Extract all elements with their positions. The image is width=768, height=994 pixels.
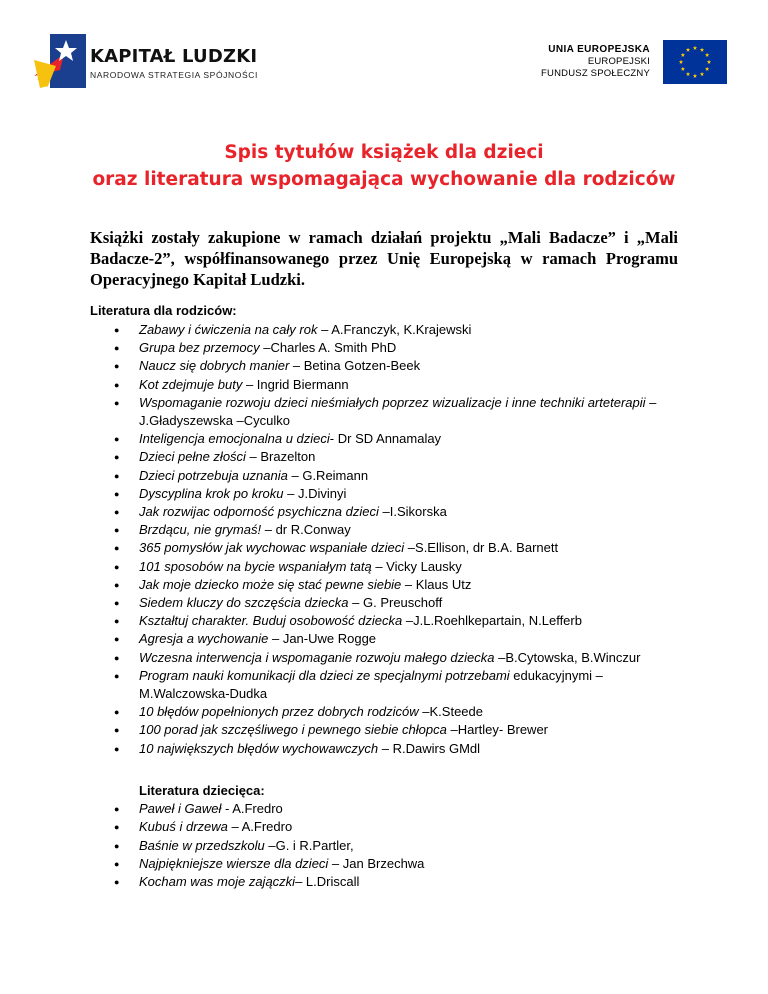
kapital-ludzki-wordmark — [90, 46, 258, 80]
book-author: –B.Cytowska, B.Winczur — [494, 649, 641, 665]
book-list-item — [114, 721, 674, 739]
page-title — [0, 139, 768, 193]
page-header — [0, 0, 768, 110]
book-list-item — [114, 576, 674, 594]
book-title: Kształtuj charakter. Buduj osobowość dziecka — [139, 613, 403, 629]
book-list-item — [114, 376, 674, 394]
eu-line2: EUROPEJSKI — [587, 56, 650, 67]
kl-title: KAPITAŁ LUDZKI — [90, 46, 258, 67]
book-title: 365 pomysłów jak wychowac wspaniałe dzieci — [139, 540, 405, 556]
book-title: 100 porad jak szczęśliwego i pewnego siebie chłopca — [139, 722, 447, 738]
book-list-item — [114, 321, 674, 339]
book-author: – G. Preuschoff — [348, 595, 443, 611]
book-author: - Dr SD Annamalay — [329, 431, 442, 447]
intro-paragraph: Książki zostały zakupione w ramach działań projektu „Mali Badacze” i „Mali Badacze-2”, współfinansowanego przez Unię Europejską w ramach Programu Operacyjnego Kapitał Ludzki. — [90, 228, 678, 289]
book-title: Dzieci pełne złości — [139, 449, 246, 465]
book-author: edukacyjnymi – M.Walczowska-Dudka — [139, 667, 603, 702]
book-title: Wczesna interwencja i wspomaganie rozwoju małego dziecka — [139, 649, 495, 665]
title-line-2: oraz literatura wspomagająca wychowanie dla rodziców — [92, 169, 676, 190]
kl-subtitle: NARODOWA STRATEGIA SPÓJNOŚCI — [90, 70, 258, 80]
book-list-item — [114, 873, 674, 891]
eu-flag-icon — [663, 40, 727, 84]
book-list-item — [114, 357, 674, 375]
book-author: – L.Driscall — [295, 874, 360, 890]
book-author: – A.Fredro — [227, 819, 293, 835]
book-author: – Vicky Lausky — [371, 558, 462, 574]
book-list-item — [114, 394, 674, 430]
book-author: –Charles A. Smith PhD — [259, 340, 397, 356]
book-author: – Betina Gotzen-Beek — [289, 358, 421, 374]
book-author: – dr R.Conway — [261, 522, 351, 538]
book-author: – Jan-Uwe Rogge — [268, 631, 377, 647]
book-title: Baśnie w przedszkolu — [139, 837, 265, 853]
book-list-item — [114, 503, 674, 521]
book-author: - A.Fredro — [221, 801, 283, 817]
book-author: –K.Steede — [418, 704, 483, 720]
book-author: –J.Gładyszewska –Cyculko — [139, 394, 657, 429]
book-list-item — [114, 594, 674, 612]
book-list-item — [114, 649, 674, 667]
parents-heading: Literatura dla rodziców: — [90, 303, 237, 318]
book-title: 101 sposobów na bycie wspaniałym tatą — [139, 558, 372, 574]
parents-list — [114, 321, 674, 758]
book-title: Jak moje dziecko może się stać pewne siebie — [139, 576, 402, 592]
book-list-item — [114, 467, 674, 485]
book-author: – J.Divinyi — [283, 485, 347, 501]
title-line-1: Spis tytułów książek dla dzieci — [224, 142, 544, 163]
book-list-item — [114, 485, 674, 503]
book-list-item — [114, 448, 674, 466]
book-list-item — [114, 800, 674, 818]
book-list-item — [114, 818, 674, 836]
book-author: – R.Dawirs GMdl — [378, 740, 481, 756]
book-author: – Brazelton — [245, 449, 316, 465]
book-author: – Ingrid Biermann — [242, 376, 349, 392]
book-title: Brzdącu, nie grymaś! — [139, 522, 262, 538]
book-title: Naucz się dobrych manier — [139, 358, 290, 374]
book-title: Kubuś i drzewa — [139, 819, 228, 835]
book-list-item — [114, 855, 674, 873]
book-title: Kocham was moje zajączki — [139, 874, 296, 890]
book-list-item — [114, 430, 674, 448]
book-title: Grupa bez przemocy — [139, 340, 260, 356]
book-list-item — [114, 740, 674, 758]
book-author: –Hartley- Brewer — [446, 722, 548, 738]
book-list-item — [114, 837, 674, 855]
children-list — [114, 782, 674, 891]
book-author: –J.L.Roehlkepartain, N.Lefferb — [402, 613, 582, 629]
book-list-item — [114, 612, 674, 630]
book-title: Program nauki komunikacji dla dzieci ze specjalnymi potrzebami — [139, 667, 510, 683]
book-author: – G.Reimann — [287, 467, 369, 483]
book-list-item — [114, 521, 674, 539]
book-title: Wspomaganie rozwoju dzieci nieśmiałych poprzez wizualizacje i inne techniki arteterapii — [139, 394, 646, 410]
book-title: Paweł i Gaweł — [139, 801, 222, 817]
book-list-item — [114, 339, 674, 357]
book-author: –I.Sikorska — [378, 504, 447, 520]
book-title: Inteligencja emocjonalna u dzieci — [139, 431, 330, 447]
book-author: – Klaus Utz — [401, 576, 472, 592]
book-title: Dyscyplina krok po kroku — [139, 485, 284, 501]
book-title: Najpiękniejsze wiersze dla dzieci — [139, 855, 329, 871]
book-title: Siedem kluczy do szczęścia dziecka — [139, 595, 349, 611]
children-heading: Literatura dziecięca: — [139, 783, 265, 798]
book-list-item — [114, 558, 674, 576]
book-title: Jak rozwijac odporność psychiczna dzieci — [139, 504, 379, 520]
book-title: Kot zdejmuje buty — [139, 376, 243, 392]
book-list-item — [114, 539, 674, 557]
eu-line3: FUNDUSZ SPOŁECZNY — [541, 68, 650, 79]
book-list-item — [114, 630, 674, 648]
book-title: Agresja a wychowanie — [139, 631, 269, 647]
book-author: –S.Ellison, dr B.A. Barnett — [404, 540, 559, 556]
book-author: –G. i R.Partler, — [264, 837, 354, 853]
eu-wordmark — [541, 44, 650, 80]
eu-title: UNIA EUROPEJSKA — [548, 44, 650, 55]
book-list-item — [114, 667, 674, 703]
book-title: Dzieci potrzebuja uznania — [139, 467, 288, 483]
kapital-ludzki-logo — [30, 30, 90, 92]
book-list-item — [114, 703, 674, 721]
book-title: 10 błędów popełnionych przez dobrych rodziców — [139, 704, 419, 720]
book-author: – A.Franczyk, K.Krajewski — [317, 322, 472, 337]
book-title: 10 największych błędów wychowawczych — [139, 740, 379, 756]
book-author: – Jan Brzechwa — [328, 855, 425, 871]
book-title: Zabawy i ćwiczenia na cały rok — [139, 322, 318, 337]
